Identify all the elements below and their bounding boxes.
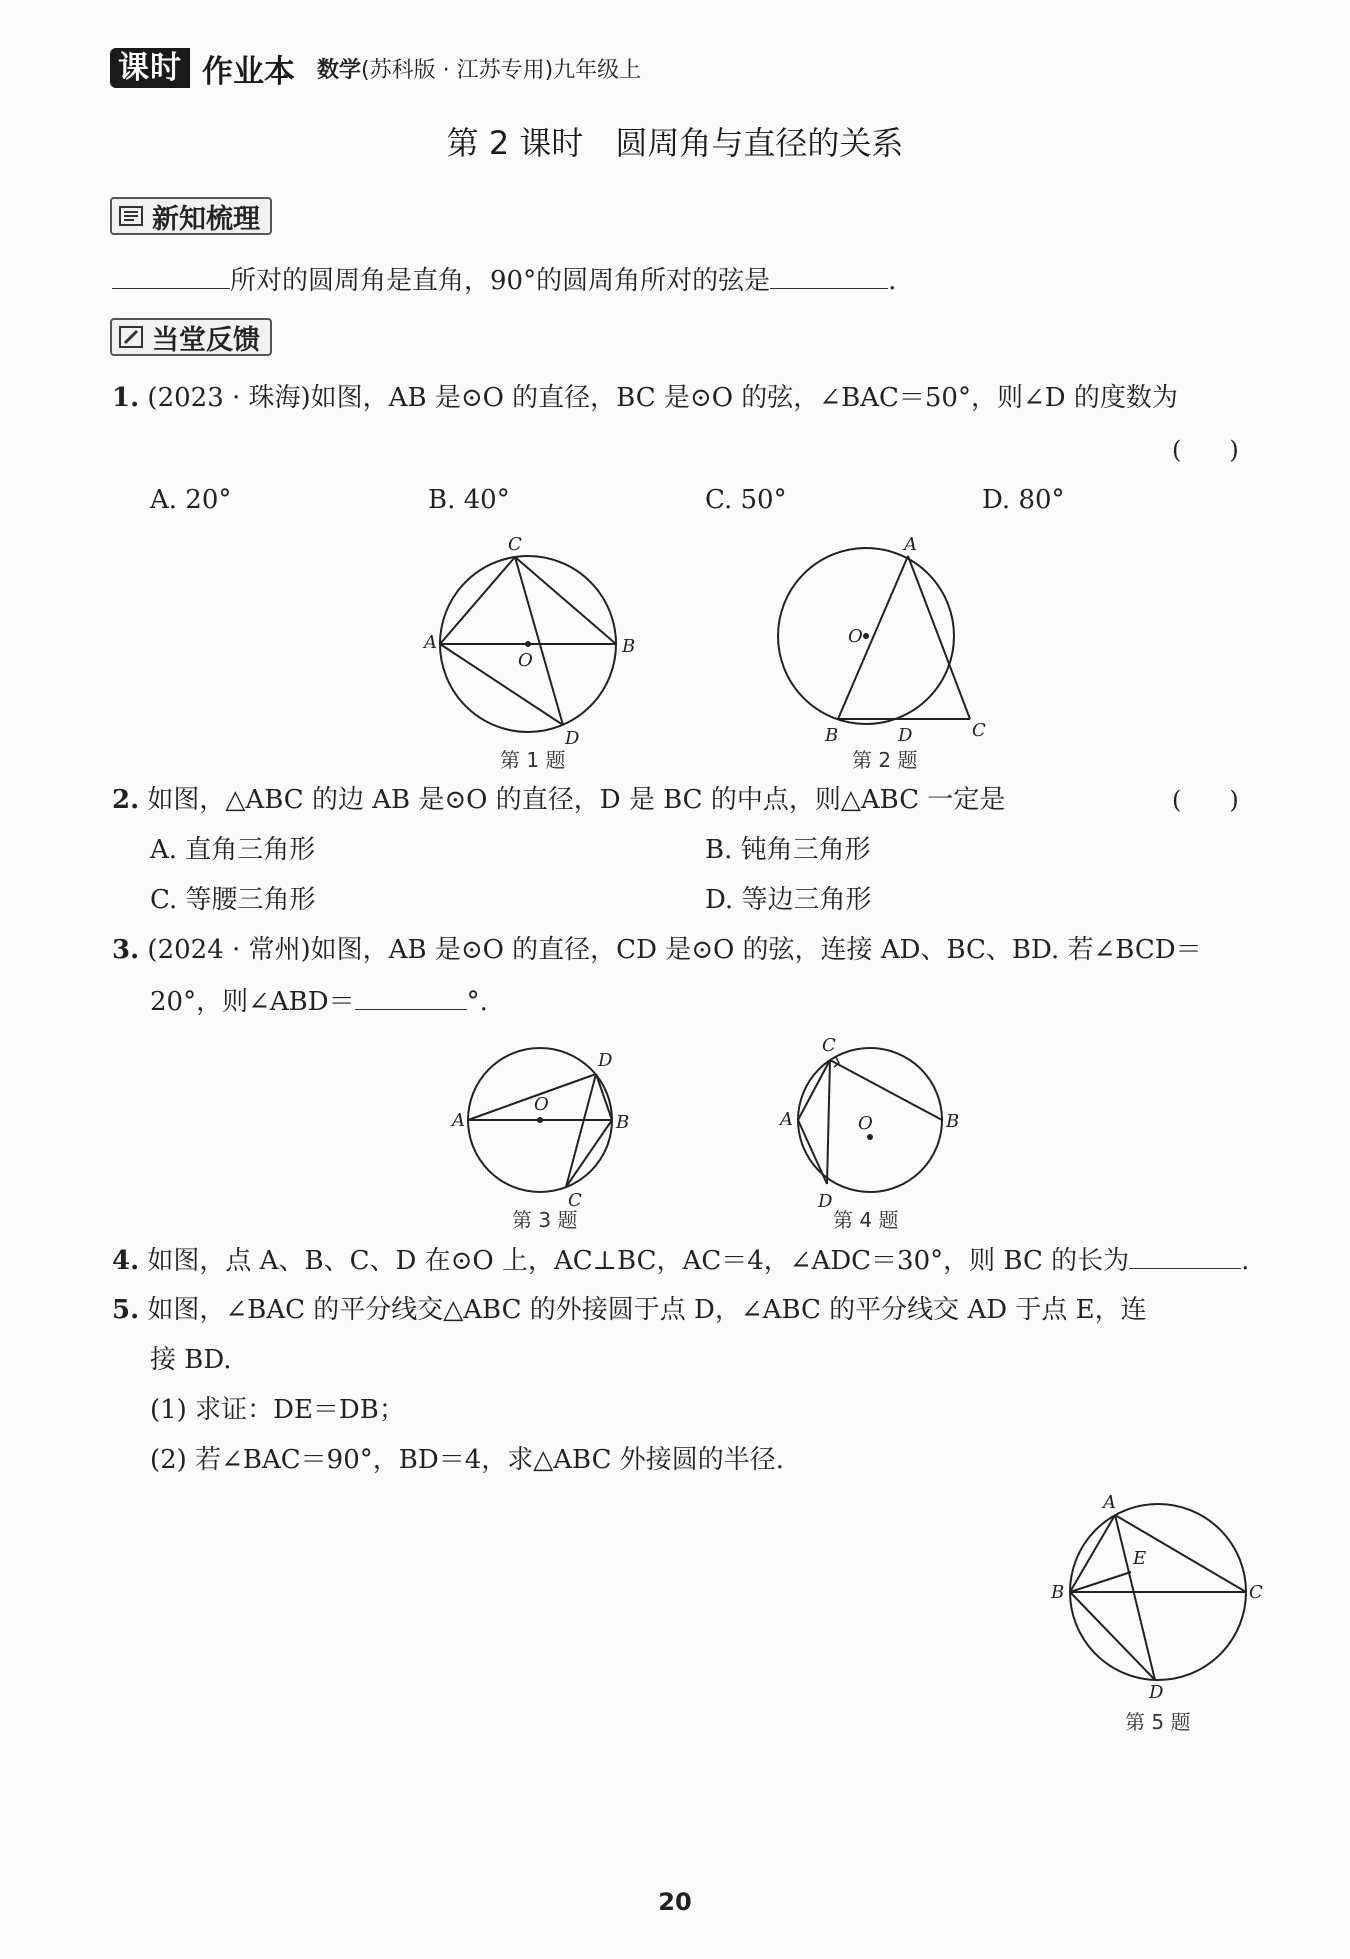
label-a: A [452, 1110, 465, 1131]
answer-paren[interactable]: ( ) [1172, 436, 1239, 464]
figure-2 [770, 530, 1000, 750]
question-text: 如图，∠BAC 的平分线交△ABC 的外接圆于点 D，∠ABC 的平分线交 AD 于点 E，连 [147, 1295, 1147, 1325]
question-text: 如图，△ABC 的边 AB 是⊙O 的直径，D 是 BC 的中点，则△ABC 一定是 [147, 785, 1006, 815]
label-e: E [1133, 1548, 1147, 1569]
section-feedback [110, 318, 272, 356]
label-o: O [858, 1113, 873, 1134]
label-o: O [518, 650, 533, 671]
answer-paren[interactable]: ( ) [1172, 786, 1239, 814]
answer-blank[interactable] [1129, 1242, 1241, 1269]
answer-blank[interactable] [770, 262, 888, 289]
label-c: C [972, 720, 986, 741]
question-text-end: . [1241, 1246, 1250, 1276]
label-d: D [565, 728, 580, 749]
lesson-title: 第 2 课时 圆周角与直径的关系 [446, 124, 904, 162]
label-b: B [622, 636, 636, 657]
label-d: D [818, 1191, 833, 1212]
book-icon [118, 204, 144, 228]
question-text: (2024 · 常州)如图，AB 是⊙O 的直径，CD 是⊙O 的弦，连接 AD、BC、BD. 若∠BCD＝ [147, 935, 1202, 965]
section-new-knowledge [110, 197, 272, 235]
label-a: A [424, 632, 437, 653]
question-3-line-2 [150, 983, 488, 1020]
label-o: O [534, 1094, 549, 1115]
question-5-line-2: 接 BD. [150, 1345, 232, 1375]
caption-figure-3: 第 3 题 [512, 1208, 578, 1232]
label-d: D [898, 725, 913, 746]
page-number: 20 [658, 1888, 692, 1916]
section-new-knowledge-label: 新知梳理 [152, 203, 260, 235]
label-a: A [1103, 1492, 1116, 1513]
option-d[interactable]: D. 等边三角形 [705, 885, 872, 915]
subject-label: 数学 [317, 57, 362, 83]
question-4 [112, 1242, 1249, 1279]
question-number: 5. [112, 1295, 140, 1325]
book-info [317, 53, 641, 84]
label-c: C [822, 1035, 836, 1056]
section-feedback-label: 当堂反馈 [152, 324, 260, 356]
knowledge-end: . [888, 266, 897, 296]
caption-figure-2: 第 2 题 [852, 748, 918, 772]
answer-blank[interactable] [112, 262, 230, 289]
label-a: A [904, 534, 917, 555]
brand-logo: 课时 [110, 48, 190, 88]
label-b: B [1051, 1582, 1065, 1603]
option-c[interactable]: C. 等腰三角形 [150, 885, 316, 915]
question-text: 如图，点 A、B、C、D 在⊙O 上，AC⊥BC，AC＝4，∠ADC＝30°，则 BC 的长为 [147, 1246, 1130, 1276]
label-c: C [568, 1190, 582, 1211]
answer-blank[interactable] [355, 983, 467, 1010]
figure-5 [1045, 1492, 1275, 1702]
question-5-part-2: (2) 若∠BAC＝90°，BD＝4，求△ABC 外接圆的半径. [150, 1445, 785, 1475]
question-text: (2023 · 珠海)如图，AB 是⊙O 的直径，BC 是⊙O 的弦，∠BAC＝50°，则∠D 的度数为 [147, 383, 1178, 413]
question-number: 2. [112, 785, 140, 815]
label-a: A [780, 1109, 793, 1130]
figure-3 [450, 1040, 640, 1220]
question-1 [112, 380, 1178, 416]
option-b[interactable]: B. 钝角三角形 [705, 835, 871, 865]
edition-label: (苏科版 · 江苏专用)九年级上 [361, 57, 642, 83]
option-b[interactable]: B. 40° [428, 485, 510, 515]
question-number: 4. [112, 1246, 140, 1276]
knowledge-text: 所对的圆周角是直角，90°的圆周角所对的弦是 [230, 266, 771, 296]
option-a[interactable]: A. 直角三角形 [150, 835, 316, 865]
caption-figure-5: 第 5 题 [1125, 1710, 1191, 1734]
question-2 [112, 782, 1005, 818]
label-o: O [848, 626, 863, 647]
pencil-icon [118, 325, 144, 349]
caption-figure-4: 第 4 题 [833, 1208, 899, 1232]
question-5-part-1: (1) 求证：DE＝DB； [150, 1395, 405, 1425]
question-text-end: °. [466, 987, 488, 1017]
option-d[interactable]: D. 80° [982, 485, 1065, 515]
figure-4 [770, 1035, 970, 1215]
label-b: B [825, 725, 839, 746]
label-b: B [616, 1112, 630, 1133]
question-text: 20°，则∠ABD＝ [150, 987, 355, 1017]
label-c: C [508, 534, 522, 555]
brand-subtitle: 作业本 [202, 53, 295, 90]
question-number: 3. [112, 935, 140, 965]
option-c[interactable]: C. 50° [705, 485, 787, 515]
header-brand [110, 48, 641, 88]
label-d: D [1149, 1682, 1164, 1703]
label-d: D [598, 1050, 613, 1071]
figure-1 [420, 530, 636, 750]
question-number: 1. [112, 383, 140, 413]
caption-figure-1: 第 1 题 [500, 748, 566, 772]
question-3 [112, 932, 1202, 968]
option-a[interactable]: A. 20° [150, 485, 232, 515]
knowledge-line [112, 262, 896, 299]
label-b: B [946, 1111, 960, 1132]
question-5 [112, 1292, 1147, 1328]
label-c: C [1249, 1582, 1263, 1603]
